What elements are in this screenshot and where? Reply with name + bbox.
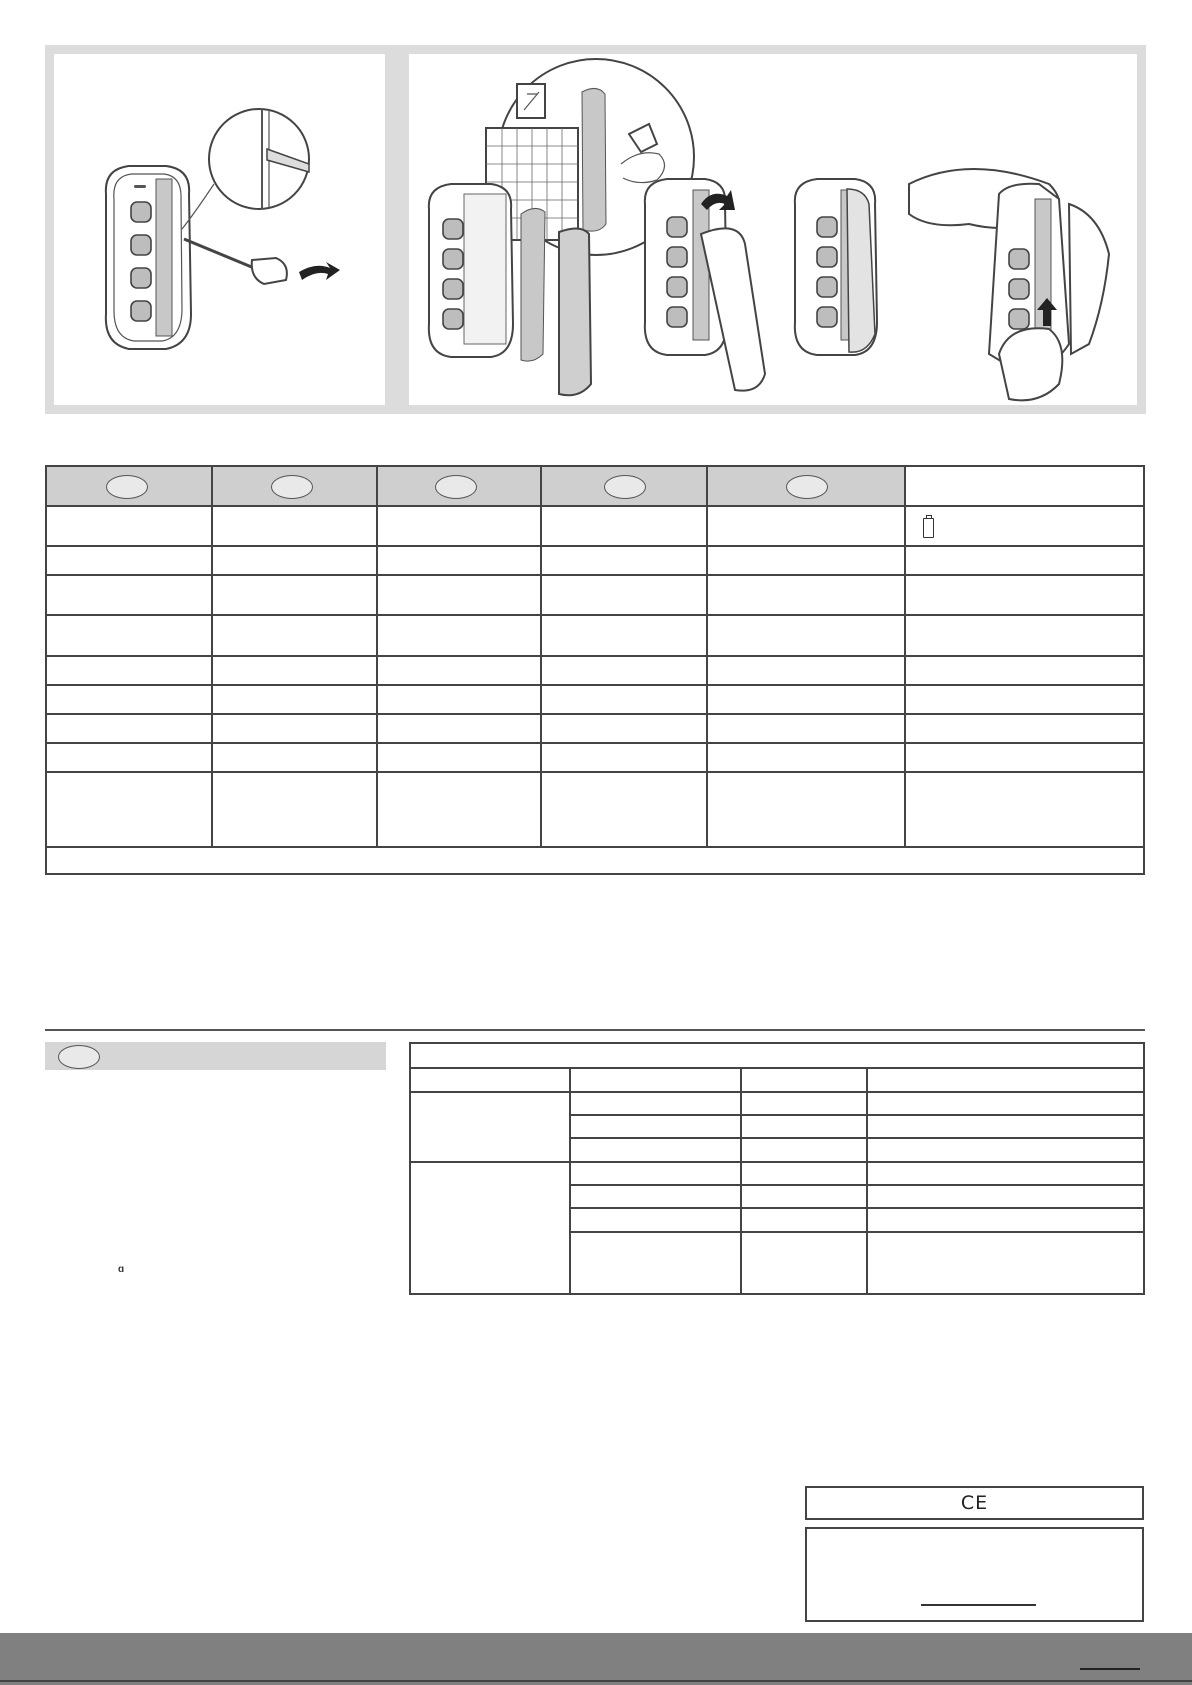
small-glyph-icon: ɑ	[118, 1264, 125, 1275]
language-badge	[106, 475, 148, 499]
section-divider	[45, 1029, 1145, 1031]
language-section-header	[45, 1042, 386, 1070]
signature-line	[921, 1604, 1036, 1606]
page-footer-bar	[0, 1633, 1192, 1685]
illustration-band	[45, 45, 1146, 414]
language-badge	[604, 475, 646, 499]
ce-mark: CE	[960, 1492, 989, 1514]
declaration-box	[805, 1527, 1144, 1622]
battery-icon	[923, 518, 934, 538]
ce-mark-box	[805, 1486, 1144, 1520]
illustration-open-remote	[54, 54, 385, 405]
language-badge	[271, 475, 313, 499]
footer-rule	[0, 1680, 1192, 1682]
label-sticker-replacement-icon	[409, 54, 1137, 405]
frequency-table	[409, 1042, 1145, 1295]
specification-table	[45, 465, 1145, 875]
illustration-replace-labels	[409, 54, 1137, 405]
page-mark	[1080, 1668, 1140, 1670]
remote-screwdriver-icon	[54, 54, 385, 405]
language-badge	[435, 475, 477, 499]
language-badge	[58, 1045, 100, 1069]
language-badge	[786, 475, 828, 499]
